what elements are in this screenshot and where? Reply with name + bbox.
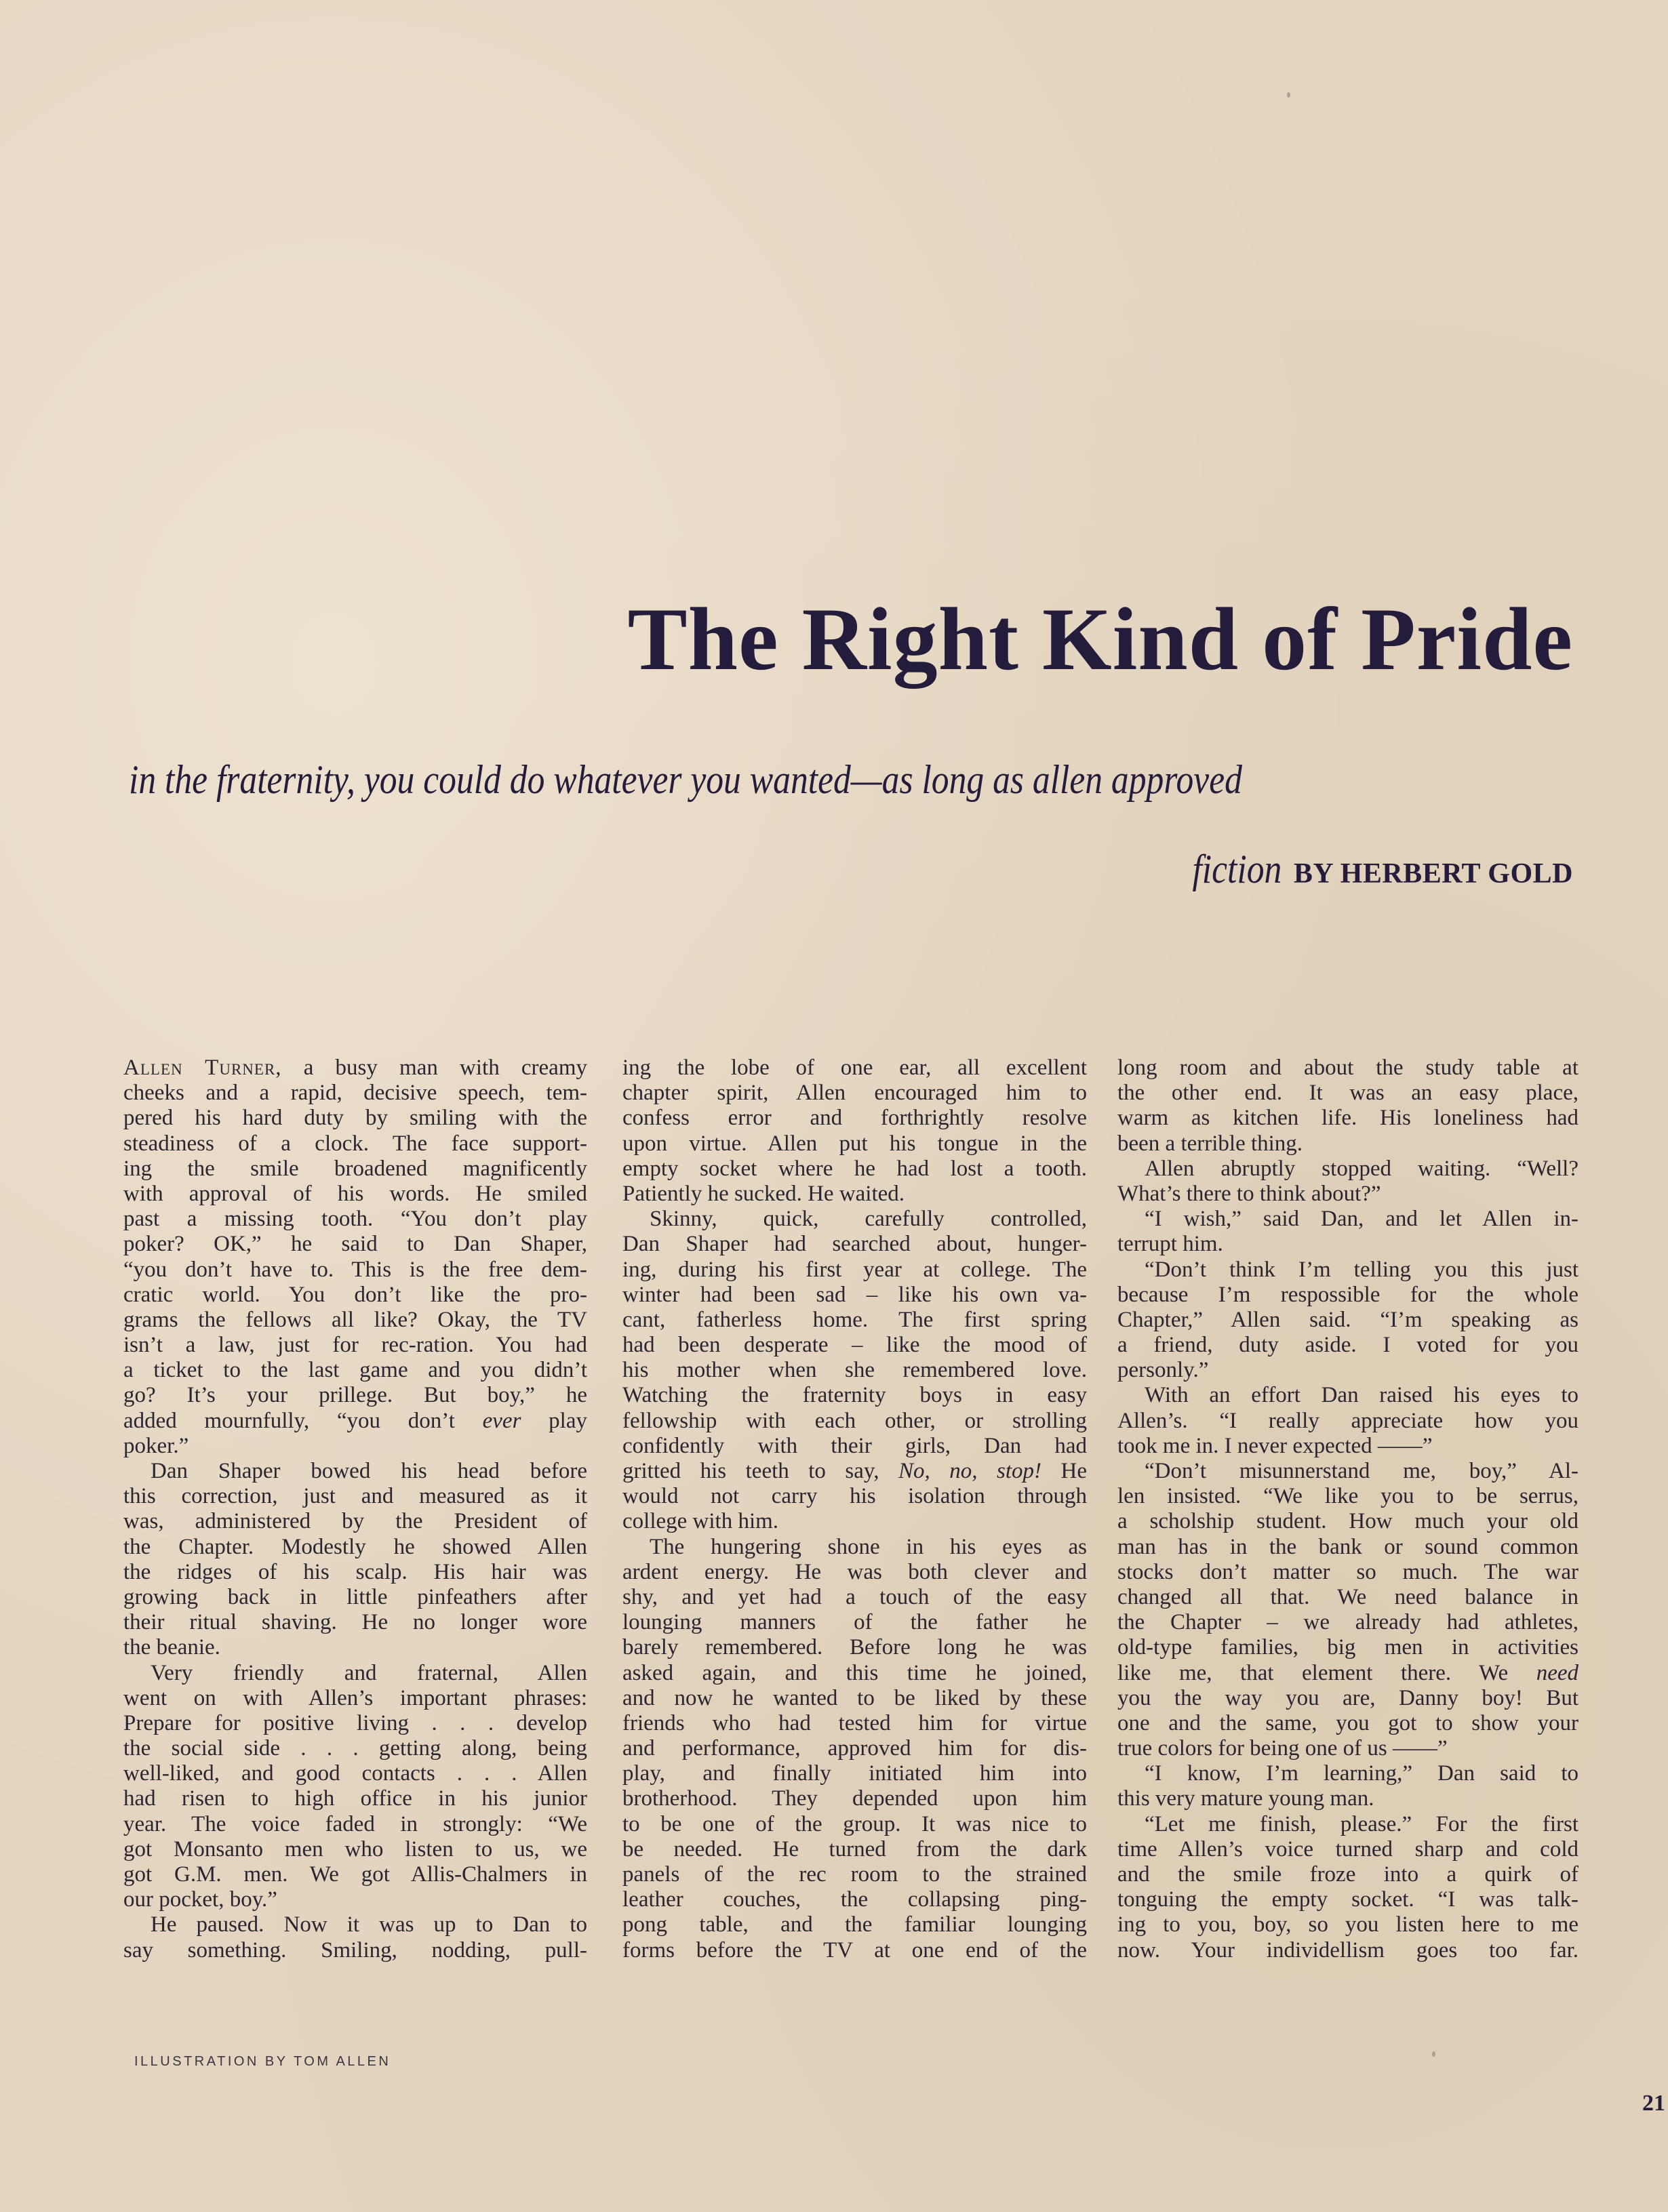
text-line: year. The voice faded in strongly: “We xyxy=(123,1811,587,1836)
text-line: empty socket where he had lost a tooth. xyxy=(622,1156,1087,1181)
text-line: had been desperate – like the mood of xyxy=(622,1333,1087,1358)
text-line: a ticket to the last game and you didn’t xyxy=(123,1358,587,1383)
text-line: a scholship student. How much your old xyxy=(1117,1509,1578,1534)
text-line: ing to you, boy, so you listen here to me xyxy=(1117,1912,1578,1937)
text-line: With an effort Dan raised his eyes to xyxy=(1145,1383,1578,1408)
emphasis: need xyxy=(1536,1660,1578,1685)
text-line: brotherhood. They depended upon him xyxy=(622,1786,1087,1811)
text-line: to be one of the group. It was nice to xyxy=(622,1811,1087,1836)
text-line: poker.” xyxy=(123,1433,189,1458)
text-line: Very friendly and fraternal, Allen xyxy=(151,1660,587,1685)
text-line: Allen abruptly stopped waiting. “Well? xyxy=(1145,1156,1578,1181)
text-line: grams the fellows all like? Okay, the TV xyxy=(123,1307,587,1332)
text-line: ing the lobe of one ear, all excellent xyxy=(622,1055,1087,1080)
text-line: pered his hard duty by smiling with the xyxy=(123,1106,587,1131)
genre-label: fiction xyxy=(1192,847,1282,891)
text-line: now. Your individellism goes too far. xyxy=(1117,1937,1578,1963)
text-line: like me, that element there. We need xyxy=(1117,1660,1578,1685)
text-line: the beanie. xyxy=(123,1635,220,1660)
text-line: got Monsanto men who listen to us, we xyxy=(123,1836,587,1862)
text-line: the Chapter – we already had athletes, xyxy=(1117,1610,1578,1635)
text-line: the social side . . . getting along, being xyxy=(123,1736,587,1761)
text-line: shy, and yet had a touch of the easy xyxy=(622,1584,1087,1609)
page-number: 21 xyxy=(1642,2091,1665,2116)
text-line: the Chapter. Modestly he showed Allen xyxy=(123,1534,587,1559)
text-line: got G.M. men. We got Allis-Chalmers in xyxy=(123,1862,587,1887)
text-line: well-liked, and good contacts . . . Allen xyxy=(123,1761,587,1786)
paper-speck xyxy=(1432,2051,1435,2057)
text-line: The hungering shone in his eyes as xyxy=(650,1534,1087,1559)
text-line: cant, fatherless home. The first spring xyxy=(622,1307,1087,1332)
text-line: Dan Shaper bowed his head before xyxy=(151,1459,587,1483)
text-line: friends who had tested him for virtue xyxy=(622,1710,1087,1735)
text-line: be needed. He turned from the dark xyxy=(622,1836,1087,1862)
text-line: cheeks and a rapid, decisive speech, tem- xyxy=(123,1081,587,1106)
text-line: our pocket, boy.” xyxy=(123,1887,277,1912)
text-line: What’s there to think about?” xyxy=(1117,1181,1381,1206)
text-line: say something. Smiling, nodding, pull- xyxy=(123,1937,587,1963)
text-line: personly.” xyxy=(1117,1358,1209,1383)
text-line: ing, during his first year at college. The xyxy=(622,1257,1087,1282)
text-line: forms before the TV at one end of the xyxy=(622,1937,1087,1963)
text-line: the ridges of his scalp. His hair was xyxy=(123,1559,587,1584)
byline xyxy=(1178,842,1573,907)
text-line: barely remembered. Before long he was xyxy=(622,1635,1087,1660)
text-line: lounging manners of the father he xyxy=(622,1610,1087,1635)
text-line: confess error and forthrightly resolve xyxy=(622,1106,1087,1131)
text-line: play, and finally initiated him into xyxy=(622,1761,1087,1786)
article-subtitle: in the fraternity, you could do whatever you wanted—as long as allen approved xyxy=(129,757,1242,802)
text-line: isn’t a law, just for rec-ration. You had xyxy=(123,1333,587,1358)
text-line: terrupt him. xyxy=(1117,1232,1223,1257)
text-line: because I’m respossible for the whole xyxy=(1117,1282,1578,1307)
text-line: with approval of his words. He smiled xyxy=(123,1181,587,1206)
text-line: tonguing the empty socket. “I was talk- xyxy=(1117,1887,1578,1912)
text-line: this very mature young man. xyxy=(1117,1786,1374,1811)
text-line: changed all that. We need balance in xyxy=(1117,1584,1578,1609)
text-line: a friend, duty aside. I voted for you xyxy=(1117,1333,1578,1358)
text-line: leather couches, the collapsing ping- xyxy=(622,1887,1087,1912)
text-column-3 xyxy=(1117,1055,1578,1963)
text-line: winter had been sad – like his own va- xyxy=(622,1282,1087,1307)
text-line: his mother when she remembered love. xyxy=(622,1358,1087,1383)
text-line: one and the same, you got to show your xyxy=(1117,1710,1578,1735)
text-line: Watching the fraternity boys in easy xyxy=(622,1383,1087,1408)
text-line: and now he wanted to be liked by these xyxy=(622,1685,1087,1710)
text-line: was, administered by the President of xyxy=(123,1509,587,1534)
text-line: go? It’s your prillege. But boy,” he xyxy=(123,1383,587,1408)
text-line: warm as kitchen life. His loneliness had xyxy=(1117,1106,1578,1131)
text-line: pong table, and the familiar lounging xyxy=(622,1912,1087,1937)
text-line: past a missing tooth. “You don’t play xyxy=(123,1207,587,1232)
text-line: steadiness of a clock. The face support- xyxy=(123,1131,587,1156)
text-line: had risen to high office in his junior xyxy=(123,1786,587,1811)
emphasis: ever xyxy=(482,1408,521,1433)
text-line: old-type families, big men in activities xyxy=(1117,1635,1578,1660)
text-line: true colors for being one of us ——” xyxy=(1117,1736,1448,1761)
text-line: He paused. Now it was up to Dan to xyxy=(151,1912,587,1937)
text-line: took me in. I never expected ——” xyxy=(1117,1433,1433,1458)
text-column-2 xyxy=(622,1055,1087,1963)
article-title: The Right Kind of Pride xyxy=(627,589,1573,689)
text-line: upon virtue. Allen put his tongue in the xyxy=(622,1131,1087,1156)
text-line: “Let me finish, please.” For the first xyxy=(1145,1811,1578,1836)
text-line: long room and about the study table at xyxy=(1117,1055,1578,1080)
text-line: ardent energy. He was both clever and xyxy=(622,1559,1087,1584)
text-line: stocks don’t matter so much. The war xyxy=(1117,1559,1578,1584)
text-line: and the smile froze into a quirk of xyxy=(1117,1862,1578,1887)
text-line: gritted his teeth to say, No, no, stop! He xyxy=(622,1459,1087,1483)
text-line: “I know, I’m learning,” Dan said to xyxy=(1145,1761,1578,1786)
text-line: fellowship with each other, or strolling xyxy=(622,1408,1087,1433)
text-line: Patiently he sucked. He waited. xyxy=(622,1181,905,1206)
paper-speck xyxy=(1287,92,1290,98)
text-line: len insisted. “We like you to be serrus, xyxy=(1117,1484,1578,1509)
text-line: and performance, approved him for dis- xyxy=(622,1736,1087,1761)
text-line: you the way you are, Danny boy! But xyxy=(1117,1685,1578,1710)
text-line: “Don’t misunnerstand me, boy,” Al- xyxy=(1145,1459,1578,1483)
text-line: would not carry his isolation through xyxy=(622,1484,1087,1509)
text-line: man has in the bank or sound common xyxy=(1117,1534,1578,1559)
text-column-1 xyxy=(123,1055,587,1963)
illustration-credit: ILLUSTRATION BY TOM ALLEN xyxy=(134,2054,391,2069)
text-line: ing the smile broadened magnificently xyxy=(123,1156,587,1181)
text-line: Prepare for positive living . . . develop xyxy=(123,1710,587,1735)
text-line: poker? OK,” he said to Dan Shaper, xyxy=(123,1232,587,1257)
emphasis: No, no, stop! xyxy=(898,1459,1042,1483)
text-line: college with him. xyxy=(622,1509,779,1534)
text-line: their ritual shaving. He no longer wore xyxy=(123,1610,587,1635)
text-line: asked again, and this time he joined, xyxy=(622,1660,1087,1685)
lead-in-name: Allen Turner, xyxy=(123,1055,282,1080)
text-line: Skinny, quick, carefully controlled, xyxy=(650,1207,1087,1232)
author-name: BY HERBERT GOLD xyxy=(1293,858,1573,889)
text-line: been a terrible thing. xyxy=(1117,1131,1303,1156)
text-line: chapter spirit, Allen encouraged him to xyxy=(622,1081,1087,1106)
text-line: “Don’t think I’m telling you this just xyxy=(1145,1257,1578,1282)
text-line: “you don’t have to. This is the free dem- xyxy=(123,1257,587,1282)
text-line: Dan Shaper had searched about, hunger- xyxy=(622,1232,1087,1257)
text-line: went on with Allen’s important phrases: xyxy=(123,1685,587,1710)
text-line: added mournfully, “you don’t ever play xyxy=(123,1408,587,1433)
text-line: this correction, just and measured as it xyxy=(123,1484,587,1509)
text-line: confidently with their girls, Dan had xyxy=(622,1433,1087,1458)
text-line: panels of the rec room to the strained xyxy=(622,1862,1087,1887)
text-line: cratic world. You don’t like the pro- xyxy=(123,1282,587,1307)
text-line: Allen’s. “I really appreciate how you xyxy=(1117,1408,1578,1433)
text-line: Allen Turner, a busy man with creamy xyxy=(123,1055,587,1080)
text-line: the other end. It was an easy place, xyxy=(1117,1081,1578,1106)
text-line: time Allen’s voice turned sharp and cold xyxy=(1117,1836,1578,1862)
text-line: “I wish,” said Dan, and let Allen in- xyxy=(1145,1207,1578,1232)
text-line: growing back in little pinfeathers after xyxy=(123,1584,587,1609)
text-line: Chapter,” Allen said. “I’m speaking as xyxy=(1117,1307,1578,1332)
